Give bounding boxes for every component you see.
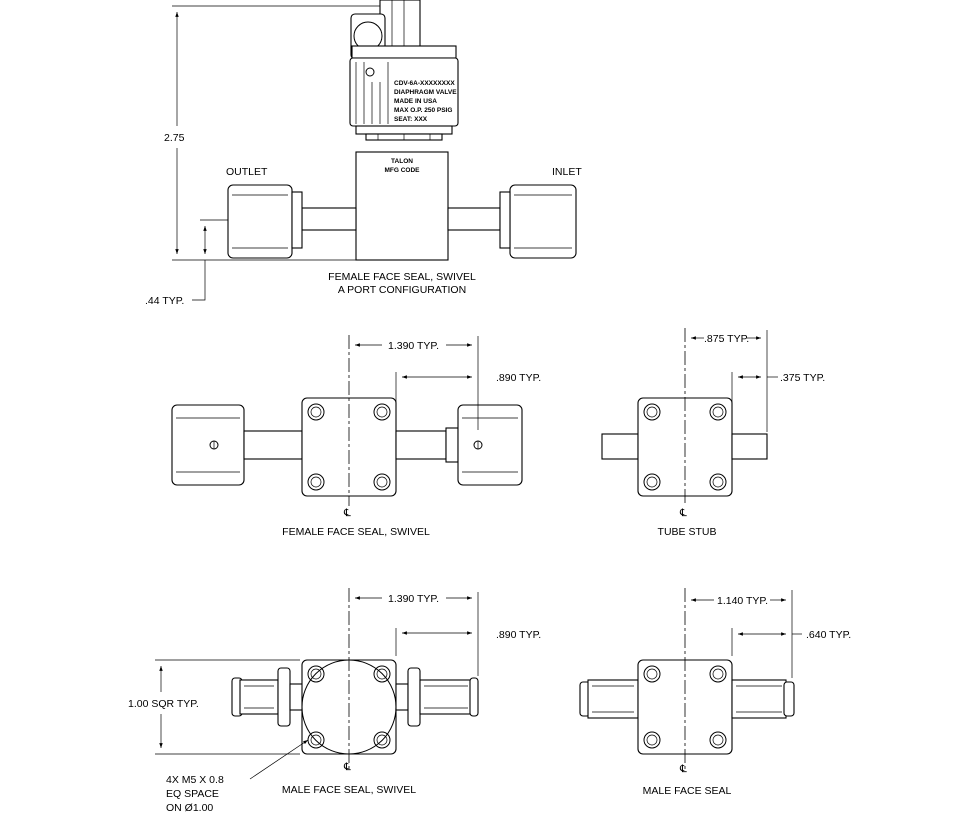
- outlet-nut: [228, 185, 302, 258]
- valve-body: [356, 152, 448, 260]
- male-swivel-long-dim: 1.390 TYP.: [388, 593, 439, 605]
- male-short-dim: .640 TYP.: [806, 629, 852, 641]
- nameplate-line-1: CDV-6A-XXXXXXXX: [394, 80, 455, 87]
- tube-stub-caption: TUBE STUB: [657, 526, 717, 538]
- female-swivel-caption: FEMALE FACE SEAL, SWIVEL: [282, 526, 430, 538]
- body-mark-line-1: TALON: [391, 158, 413, 165]
- male-swivel-centerline-symbol: ℄: [344, 761, 351, 773]
- male-long-dim: 1.140 TYP.: [717, 595, 768, 607]
- inlet-nut: [500, 185, 576, 258]
- male-swivel-caption: MALE FACE SEAL, SWIVEL: [281, 784, 417, 796]
- female-swivel-short-dim: .890 TYP.: [496, 372, 542, 384]
- body-mark-line-2: MFG CODE: [384, 167, 420, 174]
- top-view-caption-1: FEMALE FACE SEAL, SWIVEL: [328, 271, 476, 283]
- male-swivel-view: [128, 588, 541, 814]
- nameplate-line-3: MADE IN USA: [394, 98, 437, 105]
- tube-stub-view: [602, 328, 825, 538]
- tube-stub-centerline-symbol: ℄: [680, 507, 687, 519]
- male-centerline-symbol: ℄: [680, 763, 687, 775]
- nameplate-line-4: MAX O.P. 250 PSIG: [394, 107, 453, 114]
- nameplate-line-2: DIAPHRAGM VALVE: [394, 89, 457, 96]
- height-dimension: 2.75: [164, 132, 185, 144]
- tube-stub-long-dim: .875 TYP.: [704, 333, 750, 345]
- outlet-label: OUTLET: [226, 166, 268, 178]
- hole-note-line-1: 4X M5 X 0.8: [166, 774, 224, 786]
- female-swivel-view: [172, 335, 541, 538]
- male-view: [580, 588, 851, 797]
- male-swivel-short-dim: .890 TYP.: [496, 629, 542, 641]
- tube-stub-short-dim: .375 TYP.: [780, 372, 826, 384]
- male-caption: MALE FACE SEAL: [642, 785, 732, 797]
- inlet-label: INLET: [552, 166, 582, 178]
- hole-note-line-2: EQ SPACE: [166, 788, 219, 800]
- actuator-body: [350, 58, 458, 140]
- hole-note-line-3: ON Ø1.00: [166, 802, 214, 814]
- centerline-symbol: ℄: [344, 507, 351, 519]
- female-swivel-long-dim: 1.390 TYP.: [388, 340, 439, 352]
- valve-handle: [351, 0, 456, 59]
- port-height-dimension: .44 TYP.: [145, 295, 185, 307]
- nameplate-line-5: SEAT: XXX: [394, 116, 428, 123]
- top-view: [145, 0, 582, 307]
- top-view-caption-2: A PORT CONFIGURATION: [337, 284, 467, 296]
- male-swivel-square-dim: 1.00 SQR TYP.: [128, 698, 199, 710]
